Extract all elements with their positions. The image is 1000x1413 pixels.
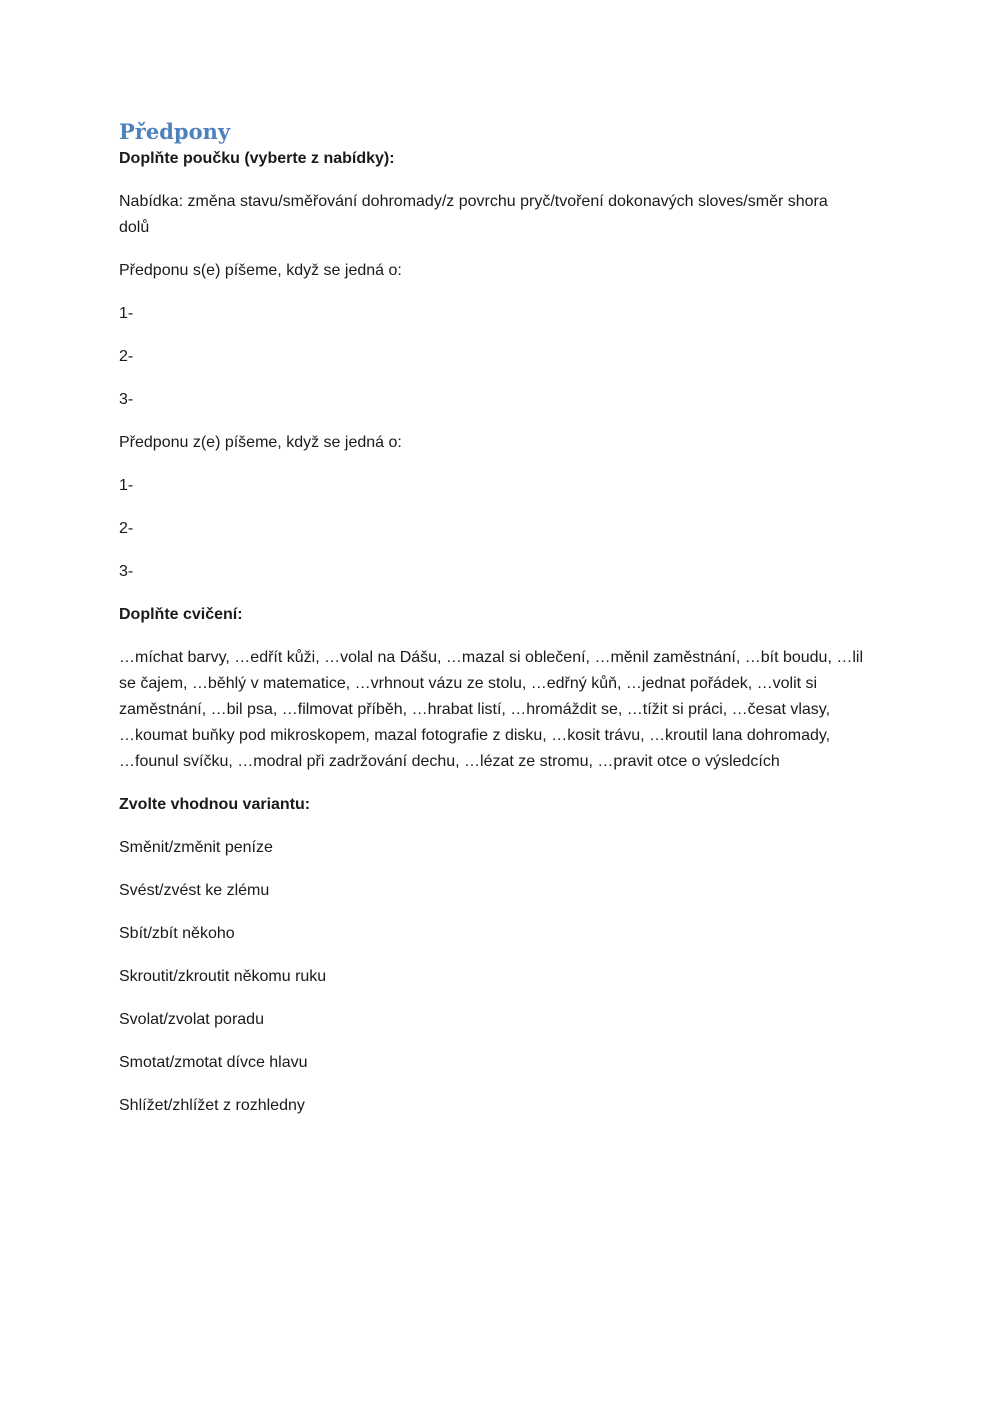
variant-item: Sbít/zbít někoho: [119, 925, 235, 942]
section3-heading: Zvolte vhodnou variantu:: [119, 796, 311, 813]
variant-item: Směnit/změnit peníze: [119, 839, 273, 856]
offer-paragraph: [119, 189, 889, 241]
exercise-line: …koumat buňky pod mikroskopem, mazal fotografie z disku, …kosit trávu, …kroutil lana dohromady,: [119, 727, 831, 744]
variant-item: Svést/zvést ke zlému: [119, 882, 270, 899]
s-item: 2-: [119, 348, 134, 365]
offer-line: dolů: [119, 219, 150, 236]
exercise-line: …founul svíčku, …modral při zadržování dechu, …lézat ze stromu, …pravit otce o výsledcích: [119, 753, 780, 770]
z-item: 1-: [119, 477, 134, 494]
variant-item: Svolat/zvolat poradu: [119, 1011, 264, 1028]
section2-heading: Doplňte cvičení:: [119, 606, 243, 623]
offer-line: Nabídka: změna stavu/směřování dohromady/z povrchu pryč/tvoření dokonavých sloves/směr shora: [119, 193, 828, 210]
exercise-paragraph: [119, 645, 889, 775]
variant-item: Smotat/zmotat dívce hlavu: [119, 1054, 308, 1071]
z-item: 2-: [119, 520, 134, 537]
s-prefix-intro: Předponu s(e) píšeme, když se jedná o:: [119, 262, 402, 279]
z-item: 3-: [119, 563, 134, 580]
document-page: [119, 112, 889, 1136]
exercise-line: …míchat barvy, …edřít kůži, …volal na Dášu, …mazal si oblečení, …měnil zaměstnání, …bít boudu, …lil: [119, 649, 863, 666]
s-item: 1-: [119, 305, 134, 322]
variant-item: Shlížet/zhlížet z rozhledny: [119, 1097, 305, 1114]
s-item: 3-: [119, 391, 134, 408]
section1-heading: Doplňte poučku (vyberte z nabídky):: [119, 150, 395, 167]
variant-item: Skroutit/zkroutit někomu ruku: [119, 968, 327, 985]
exercise-line: se čajem, …běhlý v matematice, …vrhnout vázu ze stolu, …edřný kůň, …jednat pořádek, …volit si: [119, 675, 818, 692]
z-prefix-intro: Předponu z(e) píšeme, když se jedná o:: [119, 434, 402, 451]
page-title: Předpony: [119, 119, 231, 144]
exercise-line: zaměstnání, …bil psa, …filmovat příběh, …hrabat listí, …hromáždit se, …tížit si práci, …česat vlasy,: [119, 701, 831, 718]
